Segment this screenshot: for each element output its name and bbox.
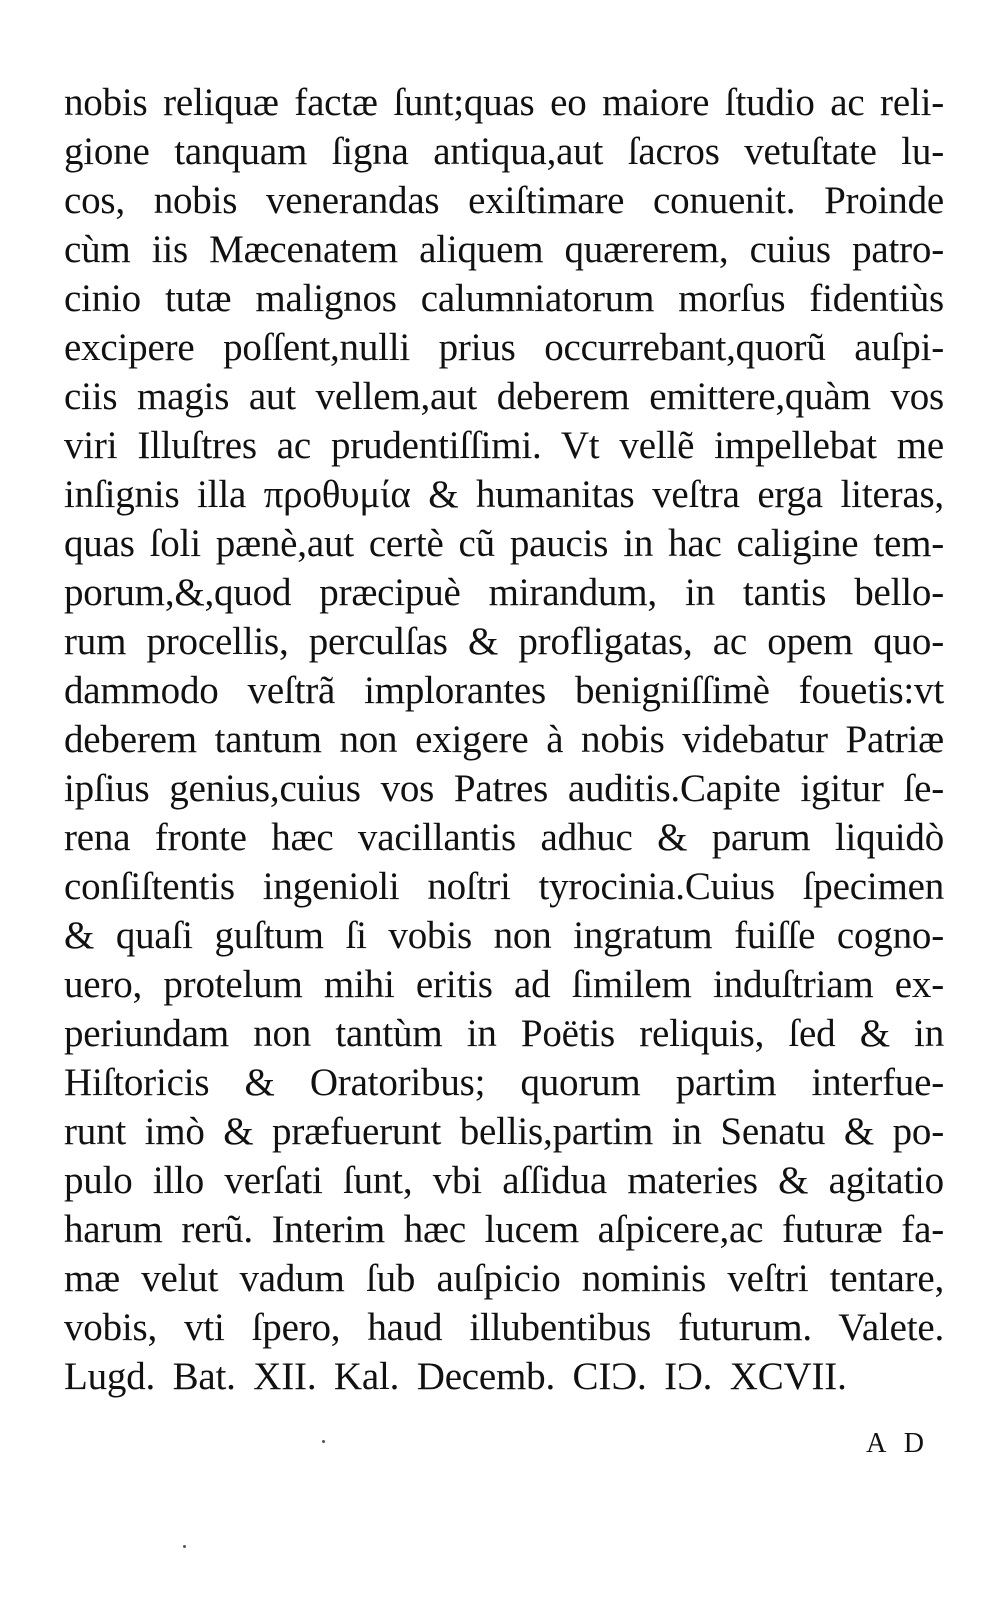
date-line: Lugd. Bat. XII. Kal. Decemb. CIƆ. IƆ. XCVII. [64, 1355, 847, 1398]
text-line: periundam non tantùm in Poëtis reliquis, ſed & in [64, 1012, 944, 1055]
text-line: rena fronte hæc vacillantis adhuc & parum liquidò [64, 816, 944, 859]
text-line: excipere poſſent,nulli prius occurrebant,quorũ auſpi- [64, 326, 944, 369]
text-line: ipſius genius,cuius vos Patres auditis.Capite igitur ſe- [64, 767, 944, 810]
text-line: nobis reliquæ factæ ſunt;quas eo maiore ſtudio ac reli- [64, 81, 944, 124]
text-line: harum rerũ. Interim hæc lucem aſpicere,ac futuræ fa- [64, 1208, 944, 1251]
text-line: cùm iis Mæcenatem aliquem quærerem, cuius patro- [64, 228, 944, 271]
text-line: inſignis illa προθυμία & humanitas veſtra erga literas, [64, 473, 944, 516]
text-line: porum,&,quod præcipuè mirandum, in tantis bello- [64, 571, 944, 614]
text-line: gione tanquam ſigna antiqua,aut ſacros vetuſtate lu- [64, 130, 944, 173]
text-line: cos, nobis venerandas exiſtimare conuenit. Proinde [64, 179, 944, 222]
ink-speck [322, 1440, 325, 1443]
body-text [64, 78, 944, 1401]
text-line: vobis, vti ſpero, haud illubentibus futurum. Valete. [64, 1306, 944, 1349]
text-line: Hiſtoricis & Oratoribus; quorum partim interfue- [64, 1061, 944, 1104]
text-line: runt imò & præfuerunt bellis,partim in Senatu & po- [64, 1110, 944, 1153]
text-line: mæ velut vadum ſub auſpicio nominis veſtri tentare, [64, 1257, 944, 1300]
text-line: viri Illuſtres ac prudentiſſimi. Vt vellẽ impellebat me [64, 424, 944, 467]
text-line: rum procellis, perculſas & profligatas, ac opem quo- [64, 620, 944, 663]
catchword: A D [866, 1428, 930, 1459]
text-line: dammodo veſtrã implorantes benigniſſimè fouetis:vt [64, 669, 944, 712]
text-line: deberem tantum non exigere à nobis videbatur Patriæ [64, 718, 944, 761]
text-line: & quaſi guſtum ſi vobis non ingratum fuiſſe cogno- [64, 914, 944, 957]
text-line: ciis magis aut vellem,aut deberem emittere,quàm vos [64, 375, 944, 418]
text-line: quas ſoli pænè,aut certè cũ paucis in hac caligine tem- [64, 522, 944, 565]
text-line: conſiſtentis ingenioli noſtri tyrocinia.Cuius ſpecimen [64, 865, 944, 908]
text-line: pulo illo verſati ſunt, vbi aſſidua materies & agitatio [64, 1159, 944, 1202]
ink-speck [183, 1545, 186, 1548]
text-line: cinio tutæ malignos calumniatorum morſus fidentiùs [64, 277, 944, 320]
text-line: uero, protelum mihi eritis ad ſimilem induſtriam ex- [64, 963, 944, 1006]
